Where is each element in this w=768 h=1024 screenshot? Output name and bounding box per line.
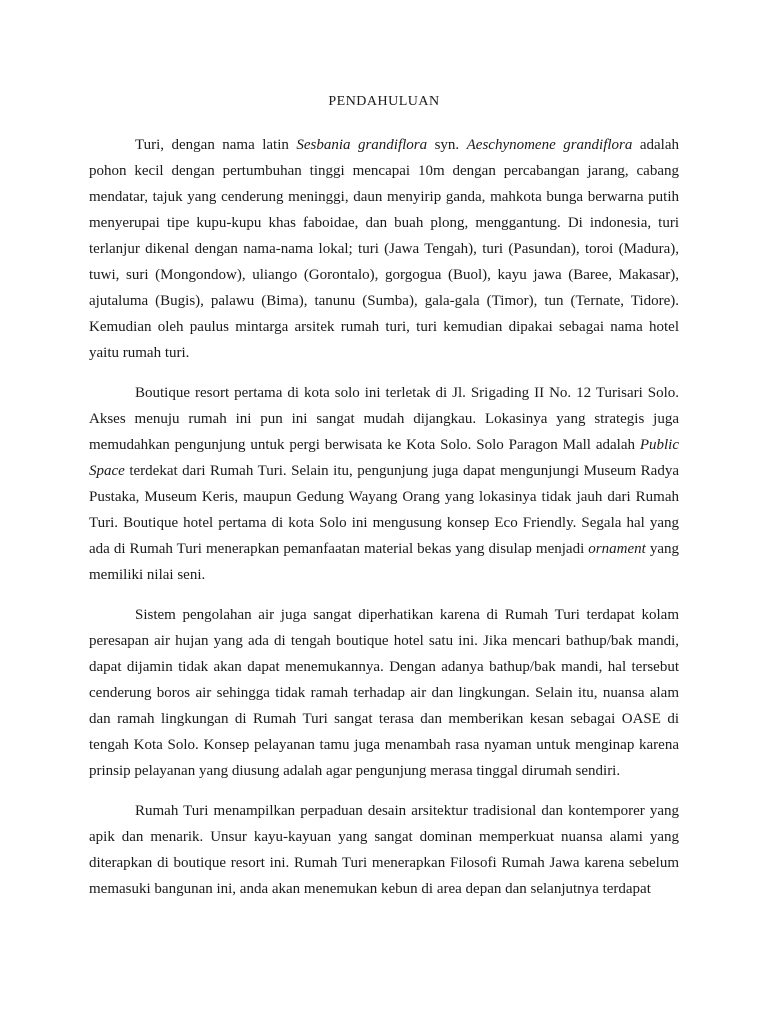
p2-text-2: terdekat dari Rumah Turi. Selain itu, pengunjung juga dapat mengunjungi Museum Radya Pustaka, Museum Keris, maupun Gedung Wayang Orang yang lokasinya tidak jauh dari Rumah Turi. Boutique hotel pertama di kota Solo ini mengusung konsep Eco Friendly. Segala hal yang ada di Rumah Turi menerapkan pemanfaatan material bekas yang disulap menjadi xyxy=(89,463,679,557)
p2-public-space: Public Space xyxy=(89,437,679,479)
p2-text-1: Boutique resort pertama di kota solo ini terletak di Jl. Srigading II No. 12 Turisari Solo. Akses menuju rumah ini pun ini sangat mudah dijangkau. Lokasinya yang strategis juga memudahkan pengunjung untuk pergi berwisata ke Kota Solo. Solo Paragon Mall adalah xyxy=(89,385,679,453)
paragraph-2 xyxy=(89,380,679,588)
p1-text-1: Turi, dengan nama latin xyxy=(135,137,297,153)
p2-text-3: yang memiliki nilai seni. xyxy=(89,541,679,583)
p3-text-1: Sistem pengolahan air juga sangat diperhatikan karena di Rumah Turi terdapat kolam peresapan air hujan yang ada di tengah boutique hotel satu ini. Jika mencari bathup/bak mandi, dapat dijamin tidak akan dapat menemukannya. Dengan adanya bathup/bak mandi, hal tersebut cenderung boros air sehingga tidak ramah terhadap air dan lingkungan. Selain itu, nuansa alam dan ramah lingkungan di Rumah Turi sangat terasa dan memberikan kesan sebagai OASE di tengah Kota Solo. Konsep pelayanan tamu juga menambah rasa nyaman untuk menginap karena prinsip pelayanan yang diusung adalah agar pengunjung merasa tinggal dirumah sendiri. xyxy=(89,607,679,779)
p4-text-1: Rumah Turi menampilkan perpaduan desain arsitektur tradisional dan kontemporer yang apik dan menarik. Unsur kayu-kayuan yang sangat dominan memperkuat nuansa alami yang diterapkan di boutique resort ini. Rumah Turi menerapkan Filosofi Rumah Jawa karena sebelum memasuki bangunan ini, anda akan menemukan kebun di area depan dan selanjutnya terdapat xyxy=(89,803,679,897)
p1-synonym-name: Aeschynomene grandiflora xyxy=(466,137,633,153)
paragraph-4 xyxy=(89,798,679,902)
page-title: PENDAHULUAN xyxy=(328,94,440,109)
p1-text-3: adalah pohon kecil dengan pertumbuhan tinggi mencapai 10m dengan percabangan jarang, cabang mendatar, tajuk yang cenderung meninggi, daun menyirip ganda, mahkota bunga berwarna putih menyerupai tipe kupu-kupu khas faboidae, dan buah plong, menggantung. Di indonesia, turi terlanjur dikenal dengan nama-nama lokal; turi (Jawa Tengah), turi (Pasundan), toroi (Madura), tuwi, suri (Mongondow), uliango (Gorontalo), gorgogua (Buol), kayu jawa (Baree, Makasar), ajutaluma (Bugis), palawu (Bima), tanunu (Sumba), gala-gala (Timor), tun (Ternate, Tidore). Kemudian oleh paulus mintarga arsitek rumah turi, turi kemudian dipakai sebagai nama hotel yaitu rumah turi. xyxy=(89,137,679,361)
paragraph-1 xyxy=(89,132,679,366)
paragraph-3 xyxy=(89,602,679,784)
p2-ornament: ornament xyxy=(588,541,646,557)
p1-text-2: syn. xyxy=(427,137,467,153)
p1-latin-name: Sesbania grandiflora xyxy=(296,137,428,153)
